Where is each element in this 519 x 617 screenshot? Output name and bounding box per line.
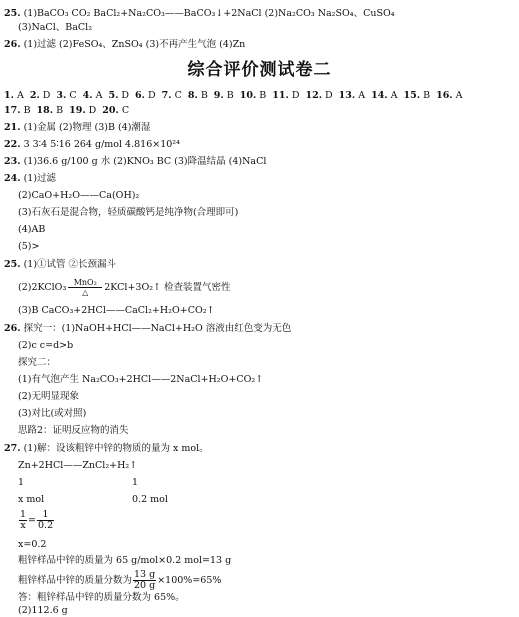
fraction-right: $\frac{1}{0.2}$ xyxy=(38,509,54,531)
choice-letter: D xyxy=(325,90,333,101)
prev-q25-line2: (3)NaCl、BaCl₂ xyxy=(18,22,93,33)
q27-line6: 粗锌样品中锌的质量为 65 g/mol×0.2 mol=13 g xyxy=(18,555,232,566)
q27-ratio-row1-right: 1 xyxy=(132,477,139,488)
answer-item xyxy=(188,90,208,101)
question-number: 19. xyxy=(69,105,86,116)
q26-line4: (1)有气泡产生 Na₂CO₃+2HCl——2NaCl+H₂O+CO₂↑ xyxy=(18,374,264,385)
choice-letter: D xyxy=(291,90,300,101)
q27-line7: 粗锌样品中锌的质量分数为 $\frac{13 g}{20 g}$ ×100%=65% xyxy=(18,569,222,591)
fraction-left: $\frac{1}{x}$ xyxy=(20,509,27,531)
mass-fraction: $\frac{13 g}{20 g}$ xyxy=(134,569,156,591)
question-number: 25. xyxy=(4,8,21,19)
q22-line xyxy=(4,139,180,151)
question-number: 7. xyxy=(161,90,172,101)
choice-letter: C xyxy=(174,90,182,101)
choice-letter: A xyxy=(358,90,366,101)
question-number: 25. xyxy=(4,259,21,270)
choice-letter: C xyxy=(69,90,77,101)
question-number: 4. xyxy=(82,90,93,101)
q27-line8: 答：粗锌样品中锌的质量分数为 65%。 xyxy=(18,592,185,603)
q27-proportion: $\frac{1}{x}$ = $\frac{1}{0.2}$ xyxy=(20,509,54,531)
prev-q25-line1 xyxy=(4,8,395,20)
answer-text: (1)过滤 (2)FeSO₄、ZnSO₄ (3)不再产生气泡 (4)Zn xyxy=(23,39,246,50)
choice-letter: C xyxy=(121,105,130,116)
question-number: 26. xyxy=(4,323,21,334)
answer-item xyxy=(214,90,234,101)
q24-line4: (4)AB xyxy=(18,224,46,235)
answers-row-1 xyxy=(4,90,469,102)
answer-item xyxy=(135,90,156,101)
answer-text: 探究一：(1)NaOH+HCl——NaCl+H₂O 溶液由红色变为无色 xyxy=(23,323,292,334)
choice-letter: A xyxy=(16,90,24,101)
answer-item xyxy=(37,105,64,116)
question-number: 12. xyxy=(305,90,322,101)
answer-item xyxy=(102,105,129,116)
question-number: 17. xyxy=(4,105,21,116)
answer-item xyxy=(240,90,267,101)
q24-line2: (2)CaO+H₂O——Ca(OH)₂ xyxy=(18,190,140,201)
question-number: 2. xyxy=(29,90,40,101)
question-number: 6. xyxy=(135,90,145,101)
choice-letter: A xyxy=(455,90,463,101)
question-number: 20. xyxy=(102,105,119,116)
q26-line1 xyxy=(4,323,291,335)
product-text: 2KCl+3O₂↑ 检查装置气密性 xyxy=(104,282,231,293)
answer-item xyxy=(4,90,24,101)
q26-line2: (2)c c=d>b xyxy=(18,340,74,351)
q26-line3: 探究二： xyxy=(18,357,57,368)
answer-item xyxy=(371,90,397,101)
choice-letter: D xyxy=(42,90,51,101)
choice-letter: A xyxy=(390,90,398,101)
question-number: 3. xyxy=(56,90,67,101)
answer-text: (1)金属 (2)物理 (3)B (4)潮湿 xyxy=(23,122,151,133)
question-number: 9. xyxy=(213,90,224,101)
choice-letter: D xyxy=(121,90,130,101)
choice-letter: B xyxy=(259,90,267,101)
reaction-arrow xyxy=(68,278,102,297)
q27-ratio-row1-left: 1 xyxy=(18,477,25,488)
q26-line6: (3)对比(或对照) xyxy=(18,408,87,419)
page-title: 综合评价测试卷二 xyxy=(187,60,332,80)
answer-text: (1)解：设该粗锌中锌的物质的量为 x mol。 xyxy=(23,443,209,454)
answer-text: 3 3∶4 5∶16 264 g/mol 4.816×10²⁴ xyxy=(23,139,180,150)
answer-item xyxy=(272,90,299,101)
answer-text: (1)BaCO₃ CO₂ BaCl₂+Na₂CO₃——BaCO₃↓+2NaCl (2)Na₂CO₃ Na₂SO₄、CuSO₄ xyxy=(23,8,395,19)
reactant-text: (2)2KClO₃ xyxy=(18,282,67,293)
choice-letter: A xyxy=(95,90,103,101)
answer-item xyxy=(56,90,76,101)
answer-item xyxy=(162,90,182,101)
answer-item xyxy=(30,90,51,101)
question-number: 11. xyxy=(272,90,289,101)
answer-item xyxy=(339,90,365,101)
q27-ratio-row2-right: 0.2 mol xyxy=(132,494,168,505)
answer-text: (1)过滤 xyxy=(23,173,57,184)
q24-line3: (3)石灰石是混合物，轻质碳酸钙是纯净物(合理即可) xyxy=(18,207,239,218)
question-number: 16. xyxy=(436,90,453,101)
question-number: 26. xyxy=(4,39,21,50)
q25-line3: (3)B CaCO₃+2HCl——CaCl₂+H₂O+CO₂↑ xyxy=(18,305,215,316)
question-number: 8. xyxy=(187,90,198,101)
q23-line xyxy=(4,156,266,168)
choice-letter: B xyxy=(423,90,431,101)
question-number: 1. xyxy=(4,90,14,101)
answer-text: (1)①试管 ②长颈漏斗 xyxy=(23,259,117,270)
choice-letter: B xyxy=(56,105,64,116)
question-number: 21. xyxy=(4,122,21,133)
q27-ratio-row2-left: x mol xyxy=(18,494,45,505)
question-number: 27. xyxy=(4,443,21,454)
q25-line2 xyxy=(18,276,231,300)
choice-letter: D xyxy=(88,105,97,116)
question-number: 14. xyxy=(371,90,388,101)
q25-line1 xyxy=(4,259,116,271)
question-number: 15. xyxy=(403,90,421,101)
prev-q26-line1 xyxy=(4,39,245,51)
answers-row-2 xyxy=(4,105,135,117)
q27-line9: (2)112.6 g xyxy=(18,605,68,616)
answer-item xyxy=(108,90,129,101)
catalyst-label: MnO₂ xyxy=(73,278,97,287)
q21-line xyxy=(4,122,150,134)
choice-letter: B xyxy=(226,90,234,101)
question-number: 18. xyxy=(36,105,54,116)
question-number: 13. xyxy=(338,90,356,101)
q24-line1 xyxy=(4,173,56,185)
q26-line5: (2)无明显现象 xyxy=(18,391,79,402)
q27-line1 xyxy=(4,443,209,455)
q27-line5: x=0.2 xyxy=(18,539,47,550)
question-number: 22. xyxy=(4,139,21,150)
choice-letter: B xyxy=(200,90,208,101)
choice-letter: B xyxy=(23,105,31,116)
question-number: 5. xyxy=(108,90,119,101)
answer-item xyxy=(83,90,103,101)
answer-item xyxy=(4,105,31,116)
answer-text: (1)36.6 g/100 g 水 (2)KNO₃ BC (3)降温结晶 (4)NaCl xyxy=(23,156,267,167)
answer-item xyxy=(305,90,332,101)
answer-item xyxy=(404,90,431,101)
question-number: 24. xyxy=(4,173,21,184)
q24-line5: (5)> xyxy=(18,241,40,252)
q27-equation: Zn+2HCl——ZnCl₂+H₂↑ xyxy=(18,460,138,471)
question-number: 10. xyxy=(239,90,257,101)
heat-symbol: △ xyxy=(82,288,89,297)
answer-item xyxy=(436,90,462,101)
q26-line7: 思路2：证明反应物的消失 xyxy=(18,425,129,436)
choice-letter: D xyxy=(148,90,156,101)
answer-item xyxy=(69,105,96,116)
question-number: 23. xyxy=(4,156,21,167)
